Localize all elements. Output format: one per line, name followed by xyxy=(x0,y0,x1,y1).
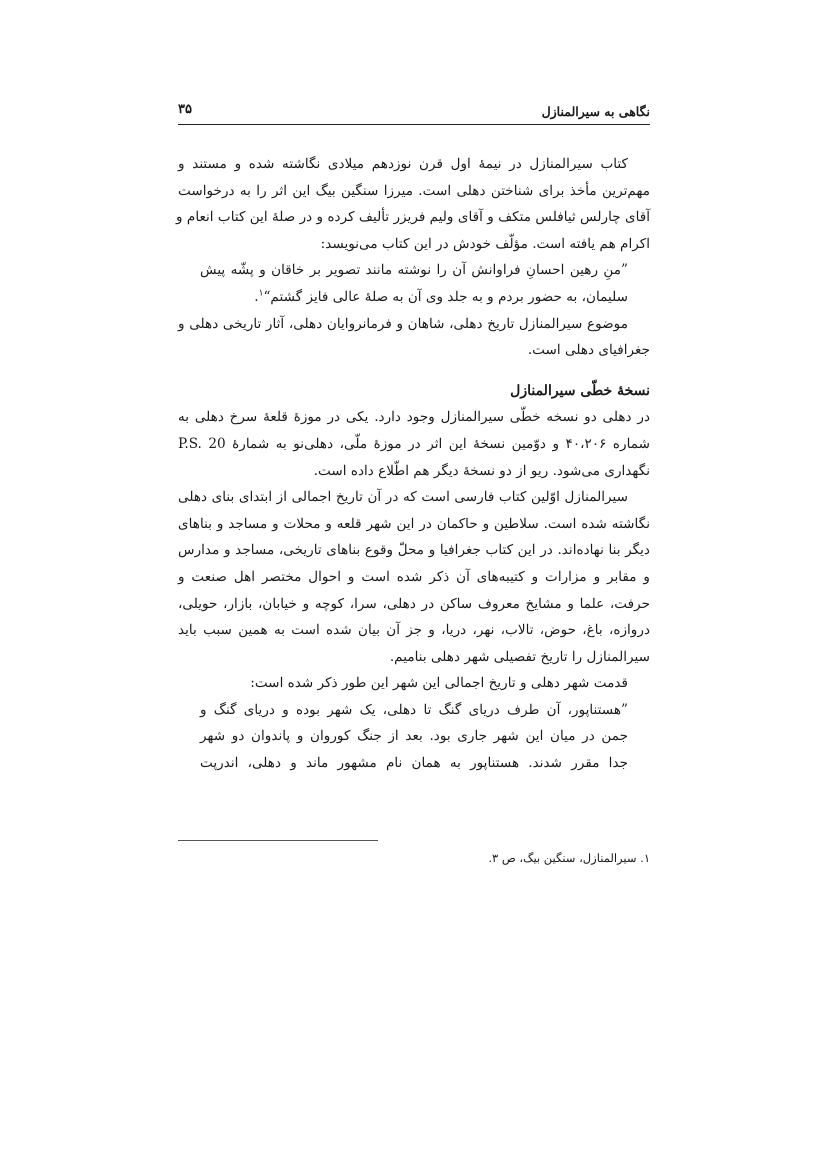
header-rule xyxy=(178,124,650,125)
text-line: سیرالمنازل را تاریخ تفصیلی شهر دهلی بنامیم. xyxy=(389,648,650,665)
text-line: کتاب سیرالمنازل در نیمهٔ اول قرن نوزدهم میلادی نگاشته شده و مستند و xyxy=(178,156,628,172)
quote-line: سلیمان، به حضور بردم و به جلد وی آن به صلهٔ عالی فایز گشتم“$^۱$. xyxy=(254,288,628,305)
paragraph-content xyxy=(178,484,650,670)
section-heading: نسخهٔ خطّی سیرالمنازل xyxy=(510,382,650,399)
paragraph-subject xyxy=(178,311,650,364)
text-line: قدمت شهر دهلی و تاریخ اجمالی این شهر این طور ذکر شده است: xyxy=(250,675,628,692)
text-line: جغرافیای دهلی است. xyxy=(527,342,650,359)
footnote-marker[interactable]: ۱ xyxy=(258,288,264,299)
text-line: سیرالمنازل اوّلین کتاب فارسی است که در آن تاریخ اجمالی از ابتدای بنای دهلی xyxy=(178,489,628,506)
paragraph-manuscripts xyxy=(178,404,650,484)
block-quote-history xyxy=(178,697,650,777)
running-title: نگاهی به سیرالمنازل xyxy=(541,104,650,119)
page-number: ۳۵ xyxy=(178,102,192,117)
paragraph-intro xyxy=(178,151,650,257)
quote-line: ”منِ رهین احسانِ فراوانش آن را نوشته مانند تصویر بر خاقان و پشّه پیش xyxy=(200,262,628,279)
text-line: نگاشته شده است. سلاطین و حاکمان در این شهر قلعه و محلات و مساجد و بناهای xyxy=(178,515,650,532)
text-line: دیگر بنا نهاده‌اند. در این کتاب جغرافیا و محلّ وقوع بناهای تاریخی، مساجد و مدارس xyxy=(178,542,650,559)
text-line: مهم‌ترین مأخذ برای شناختن دهلی است. میرزا سنگین بیگ این اثر را به درخواست xyxy=(178,182,650,199)
text-line: آقای چارلس ثیافلس متکف و آقای ولیم فریزر تألیف کرده و در صلهٔ این کتاب انعام و xyxy=(176,209,650,226)
quote-text: سلیمان، به حضور بردم و به جلد وی آن به صلهٔ عالی فایز گشتم“ xyxy=(263,288,628,305)
text-line: نگهداری می‌شود. ریو از دو نسخهٔ دیگر هم اطّلاع داده است. xyxy=(313,462,650,479)
document-page xyxy=(178,0,650,1169)
text-line: دروازه، باغ، حوض، تالاب، نهر، دریا، و جز آن بیان شده است به همین سبب باید xyxy=(178,622,650,639)
text-line: موضوع سیرالمنازل تاریخ دهلی، شاهان و فرمانروایان دهلی، آثار تاریخی دهلی و xyxy=(178,315,628,332)
text-line: شماره ۴۰،۲۰۶ و دوّمین نسخهٔ این اثر در موزهٔ ملّی، دهلی‌نو به شمارهٔ P.S. 20 xyxy=(178,435,651,452)
paragraph-antiquity xyxy=(178,670,650,697)
running-header xyxy=(178,100,650,124)
block-quote-author xyxy=(178,257,650,310)
text-line: و مقابر و مزارات و کتیبه‌های آن ذکر شده است و احوال مختصر اهل صنعت و xyxy=(178,568,650,585)
footnote-rule xyxy=(178,840,378,841)
main-text xyxy=(178,151,650,777)
text-line: حرفت، علما و مشایخ معروف ساکن در دهلی، سرا، کوچه و خیابان، بازار، حویلی، xyxy=(178,595,650,612)
text-line: در دهلی دو نسخه خطّی سیرالمنازل وجود دارد. یکی در موزهٔ قلعهٔ سرخ دهلی به xyxy=(178,409,650,426)
text-line: اکرام هم یافته است. مؤلّف خودش در این کتاب می‌نویسد: xyxy=(320,235,650,252)
quote-line: جدا مقرر شدند. هستناپور به همان نام مشهور ماند و دهلی، اندرپت xyxy=(200,755,628,772)
footnote: ۱. سیرالمنازل، سنگین بیگ، ص ۳. xyxy=(488,851,650,865)
quote-line: جمن در میان این شهر جاری بود. بعد از جنگ کوروان و پاندوان دو شهر xyxy=(200,728,628,745)
quote-line: ”هستناپور، آن طرف دریای گنگ تا دهلی، یک شهر بوده و دریای گنگ و xyxy=(200,701,628,718)
